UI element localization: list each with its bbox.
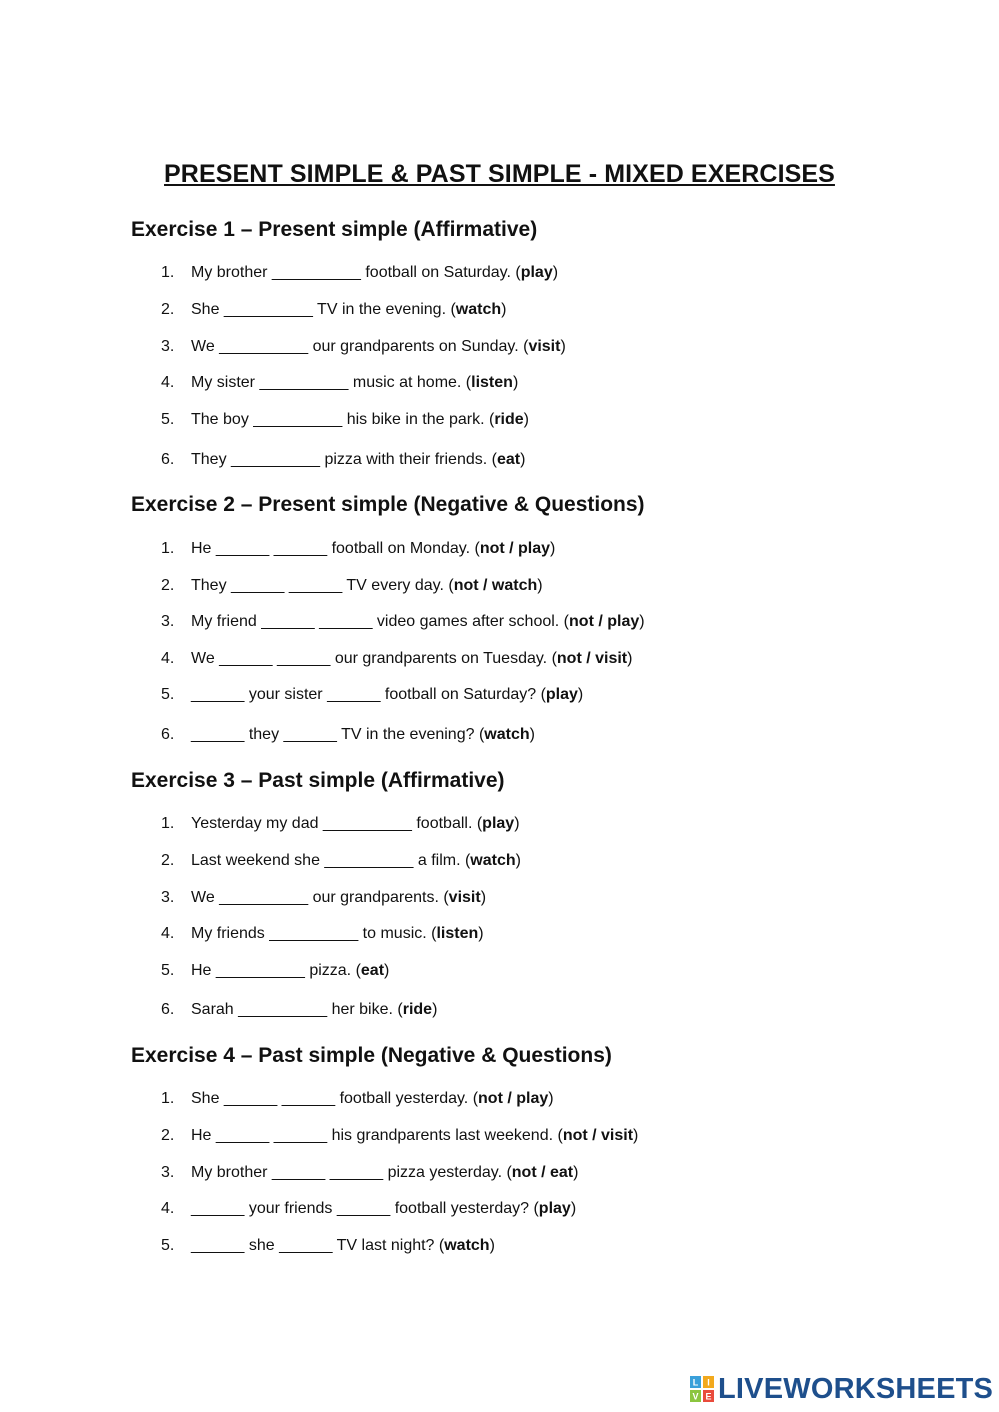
exercise-4-heading: Exercise 4 – Past simple (Negative & Questions) bbox=[131, 1044, 612, 1067]
item-verb: visit bbox=[448, 889, 481, 906]
item-end: ) bbox=[560, 338, 566, 355]
list-item bbox=[161, 684, 583, 706]
item-end: ) bbox=[552, 264, 559, 281]
item-verb: listen bbox=[471, 374, 513, 391]
item-verb: ride bbox=[402, 1001, 433, 1018]
item-number: 1. bbox=[161, 540, 175, 557]
list-item bbox=[161, 409, 529, 431]
item-end: ) bbox=[573, 1164, 579, 1181]
item-end: ) bbox=[550, 540, 556, 557]
item-number: 2. bbox=[161, 577, 175, 594]
item-number: 6. bbox=[161, 726, 175, 743]
item-verb: play bbox=[482, 815, 515, 832]
item-end: ) bbox=[548, 1090, 554, 1107]
item-number: 5. bbox=[161, 411, 175, 428]
item-text: ______ she ______ TV last night? ( bbox=[191, 1237, 445, 1254]
item-verb: not / eat bbox=[511, 1164, 574, 1181]
item-end: ) bbox=[633, 1127, 639, 1144]
list-item bbox=[161, 1235, 495, 1257]
liveworksheets-logo[interactable] bbox=[690, 1372, 993, 1406]
item-end: ) bbox=[478, 925, 484, 942]
list-item bbox=[161, 1198, 576, 1220]
item-end: ) bbox=[501, 301, 507, 318]
item-text: My sister __________ music at home. ( bbox=[191, 374, 472, 391]
list-item bbox=[161, 538, 555, 560]
item-text: She __________ TV in the evening. ( bbox=[191, 301, 456, 318]
item-end: ) bbox=[432, 1001, 438, 1018]
item-number: 5. bbox=[161, 962, 175, 979]
item-number: 1. bbox=[161, 815, 175, 832]
item-number: 3. bbox=[161, 889, 175, 906]
item-verb: not / watch bbox=[453, 577, 538, 594]
item-end: ) bbox=[627, 650, 633, 667]
item-verb: visit bbox=[528, 338, 561, 355]
exercise-2-heading: Exercise 2 – Present simple (Negative & Questions) bbox=[131, 493, 645, 516]
list-item bbox=[161, 850, 521, 872]
item-text: They ______ ______ TV every day. ( bbox=[191, 577, 454, 594]
item-verb: not / play bbox=[479, 540, 551, 557]
list-item bbox=[161, 299, 506, 321]
item-text: We ______ ______ our grandparents on Tuesday. ( bbox=[191, 650, 557, 667]
list-item bbox=[161, 724, 535, 746]
list-item bbox=[161, 1125, 638, 1147]
item-end: ) bbox=[515, 852, 521, 869]
item-text: She ______ ______ football yesterday. ( bbox=[191, 1090, 479, 1107]
item-end: ) bbox=[537, 577, 543, 594]
list-item bbox=[161, 887, 486, 909]
item-verb: not / play bbox=[478, 1090, 549, 1107]
item-verb: watch bbox=[444, 1237, 490, 1254]
item-text: ______ your friends ______ football yesterday? ( bbox=[191, 1200, 539, 1217]
svg-text:V: V bbox=[692, 1391, 699, 1402]
list-item bbox=[161, 575, 543, 597]
item-verb: not / visit bbox=[562, 1127, 634, 1144]
item-end: ) bbox=[577, 686, 584, 703]
svg-text:I: I bbox=[707, 1377, 710, 1388]
list-item bbox=[161, 960, 389, 982]
item-number: 4. bbox=[161, 925, 175, 942]
item-end: ) bbox=[489, 1237, 495, 1254]
item-verb: eat bbox=[496, 451, 521, 468]
item-text: He __________ pizza. ( bbox=[191, 962, 361, 979]
item-text: Yesterday my dad __________ football. ( bbox=[191, 815, 483, 832]
item-end: ) bbox=[529, 726, 535, 743]
item-number: 5. bbox=[161, 1237, 175, 1254]
item-verb: play bbox=[520, 264, 553, 281]
item-number: 3. bbox=[161, 1164, 175, 1181]
list-item bbox=[161, 262, 558, 284]
item-end: ) bbox=[639, 613, 645, 630]
list-item bbox=[161, 813, 520, 835]
item-verb: not / visit bbox=[556, 650, 628, 667]
list-item bbox=[161, 1088, 554, 1110]
item-text: The boy __________ his bike in the park. ( bbox=[191, 411, 495, 428]
item-text: My brother __________ football on Saturday. ( bbox=[191, 264, 521, 281]
list-item bbox=[161, 336, 566, 358]
list-item bbox=[161, 1162, 578, 1184]
item-verb: play bbox=[545, 686, 578, 703]
list-item bbox=[161, 648, 632, 670]
item-text: We __________ our grandparents on Sunday. ( bbox=[191, 338, 529, 355]
item-number: 6. bbox=[161, 1001, 175, 1018]
exercise-3-heading: Exercise 3 – Past simple (Affirmative) bbox=[131, 769, 505, 792]
item-number: 1. bbox=[161, 1090, 175, 1107]
item-end: ) bbox=[520, 451, 526, 468]
item-verb: ride bbox=[494, 411, 524, 428]
svg-text:E: E bbox=[705, 1391, 712, 1402]
item-verb: not / play bbox=[569, 613, 640, 630]
item-number: 2. bbox=[161, 852, 175, 869]
item-end: ) bbox=[523, 411, 529, 428]
exercise-1-heading: Exercise 1 – Present simple (Affirmative) bbox=[131, 218, 538, 241]
list-item bbox=[161, 611, 645, 633]
item-text: My friend ______ ______ video games after school. ( bbox=[191, 613, 570, 630]
item-number: 4. bbox=[161, 650, 175, 667]
item-end: ) bbox=[480, 889, 487, 906]
item-text: We __________ our grandparents. ( bbox=[191, 889, 449, 906]
item-number: 4. bbox=[161, 374, 175, 391]
item-end: ) bbox=[512, 374, 519, 391]
item-text: He ______ ______ his grandparents last weekend. ( bbox=[191, 1127, 563, 1144]
item-text: ______ they ______ TV in the evening? ( bbox=[191, 726, 485, 743]
item-text: ______ your sister ______ football on Saturday? ( bbox=[191, 686, 546, 703]
item-text: My friends __________ to music. ( bbox=[191, 925, 437, 942]
item-verb: eat bbox=[360, 962, 385, 979]
item-number: 4. bbox=[161, 1200, 175, 1217]
liveworksheets-mark-icon bbox=[690, 1376, 714, 1402]
item-text: Last weekend she __________ a film. ( bbox=[191, 852, 471, 869]
item-verb: watch bbox=[470, 852, 516, 869]
list-item bbox=[161, 372, 518, 394]
item-verb: play bbox=[538, 1200, 571, 1217]
item-number: 2. bbox=[161, 301, 175, 318]
page-title: PRESENT SIMPLE & PAST SIMPLE - MIXED EXERCISES bbox=[164, 160, 835, 188]
list-item bbox=[161, 449, 525, 471]
item-number: 6. bbox=[161, 451, 175, 468]
list-item bbox=[161, 999, 437, 1021]
item-verb: listen bbox=[436, 925, 479, 942]
item-number: 3. bbox=[161, 338, 175, 355]
item-end: ) bbox=[570, 1200, 577, 1217]
item-text: They __________ pizza with their friends. ( bbox=[191, 451, 497, 468]
item-verb: watch bbox=[484, 726, 530, 743]
item-end: ) bbox=[384, 962, 390, 979]
item-verb: watch bbox=[455, 301, 502, 318]
item-number: 1. bbox=[161, 264, 175, 281]
item-number: 3. bbox=[161, 613, 175, 630]
svg-text:L: L bbox=[692, 1377, 699, 1388]
item-text: He ______ ______ football on Monday. ( bbox=[191, 540, 480, 557]
item-text: My brother ______ ______ pizza yesterday. ( bbox=[191, 1164, 512, 1181]
item-text: Sarah __________ her bike. ( bbox=[191, 1001, 403, 1018]
list-item bbox=[161, 923, 484, 945]
item-number: 5. bbox=[161, 686, 175, 703]
item-number: 2. bbox=[161, 1127, 175, 1144]
item-end: ) bbox=[514, 815, 520, 832]
logo-wordmark: LIVEWORKSHEETS bbox=[718, 1372, 994, 1405]
